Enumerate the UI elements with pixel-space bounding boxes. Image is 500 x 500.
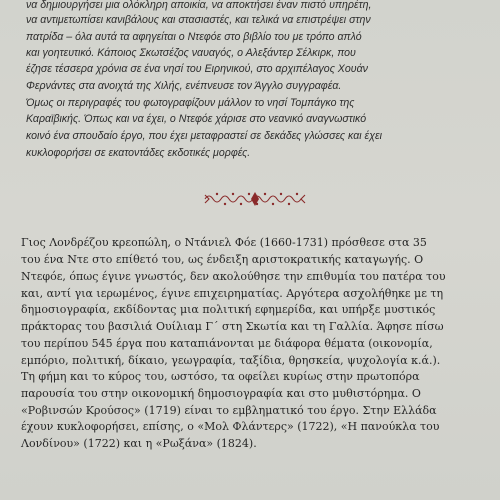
- text-line: Τη φήμη και το κύρος του, ωστόσο, τα οφείλει κυρίως στην πρωτοπόρα: [21, 370, 420, 383]
- text-line: έχουν κυκλοφορήσει, επίσης, ο «Μολ Φλάντερς» (1722), «Η πανούκλα του: [21, 420, 440, 433]
- text-line: και, αντί για ιερωμένος, έγινε επιχειρηματίας. Αργότερα ασχολήθηκε με τη: [21, 287, 444, 300]
- text-line: να αντιμετωπίσει κανιβάλους και στασιαστές, και τελικά να επιστρέψει στην: [26, 14, 371, 26]
- text-line: εμπόριο, πολιτική, δίκαιο, γεωγραφία, ταξίδια, θρησκεία, ψυχολογία κ.ά.).: [21, 354, 441, 367]
- text-line: δημοσιογραφία, εκδίδοντας μια πολιτική εφημερίδα, και υπήρξε μυστικός: [21, 303, 436, 316]
- text-line: Γιος Λονδρέζου κρεοπώλη, ο Ντάνιελ Φόε (1660-1731) πρόσθεσε στα 35: [21, 236, 427, 249]
- text-line: Ντεφόε, όπως έγινε γνωστός, δεν ακολούθησε την επιθυμία του πατέρα του: [21, 270, 446, 283]
- text-line: Καραϊβικής. Όπως και να έχει, ο Ντεφόε χάρισε στο νεανικό αναγνωστικό: [26, 113, 367, 125]
- text-line: έζησε τέσσερα χρόνια σε ένα νησί του Ειρηνικού, στο αρχιπέλαγος Χουάν: [26, 63, 368, 75]
- text-line: πατρίδα – όλα αυτά τα αφηγείται ο Ντεφόε στο βιβλίο του με τρόπο απλό: [26, 31, 362, 43]
- text-line: κυκλοφορήσει σε εκατοντάδες εκδοτικές μορφές.: [26, 147, 251, 159]
- decorative-divider-icon: [200, 190, 310, 208]
- text-line: του περίπου 545 έργα που καταπιάνονται με διάφορα θέματα (οικονομία,: [21, 337, 433, 350]
- text-line: Λονδίνου» (1722) και η «Ρωξάνα» (1824).: [21, 437, 257, 450]
- text-line: να δημιουργήσει μια ολόκληρη αποικία, να αποκτήσει έναν πιστό υπηρέτη,: [26, 0, 372, 11]
- text-line: παρουσία του στην οικονομική δημοσιογραφία και στο μυθιστόρημα. Ο: [21, 387, 421, 400]
- text-line: «Ροβινσών Κρούσος» (1719) είναι το εμβληματικό του έργο. Στην Ελλάδα: [21, 404, 437, 417]
- text-line: κοινό ένα σπουδαίο έργο, που έχει μεταφραστεί σε δεκάδες γλώσσες και έχει: [26, 130, 382, 142]
- text-line: Όμως οι περιγραφές του φωτογραφίζουν μάλλον το νησί Τομπάγκο της: [26, 97, 355, 109]
- text-line: πράκτορας του βασιλιά Ουίλιαμ Γ΄ στη Σκωτία και τη Γαλλία. Άφησε πίσω: [21, 320, 444, 333]
- text-line: του ένα Ντε στο επίθετό του, ως ένδειξη αριστοκρατικής καταγωγής. Ο: [21, 253, 424, 266]
- text-line: και γοητευτικό. Κάποιος Σκωτσέζος ναυαγός, ο Αλεξάντερ Σέλκιρκ, που: [26, 47, 356, 59]
- text-line: Φερνάντες στα ανοιχτά της Χιλής, ενέπνευσε τον Άγγλο συγγραφέα.: [26, 80, 342, 92]
